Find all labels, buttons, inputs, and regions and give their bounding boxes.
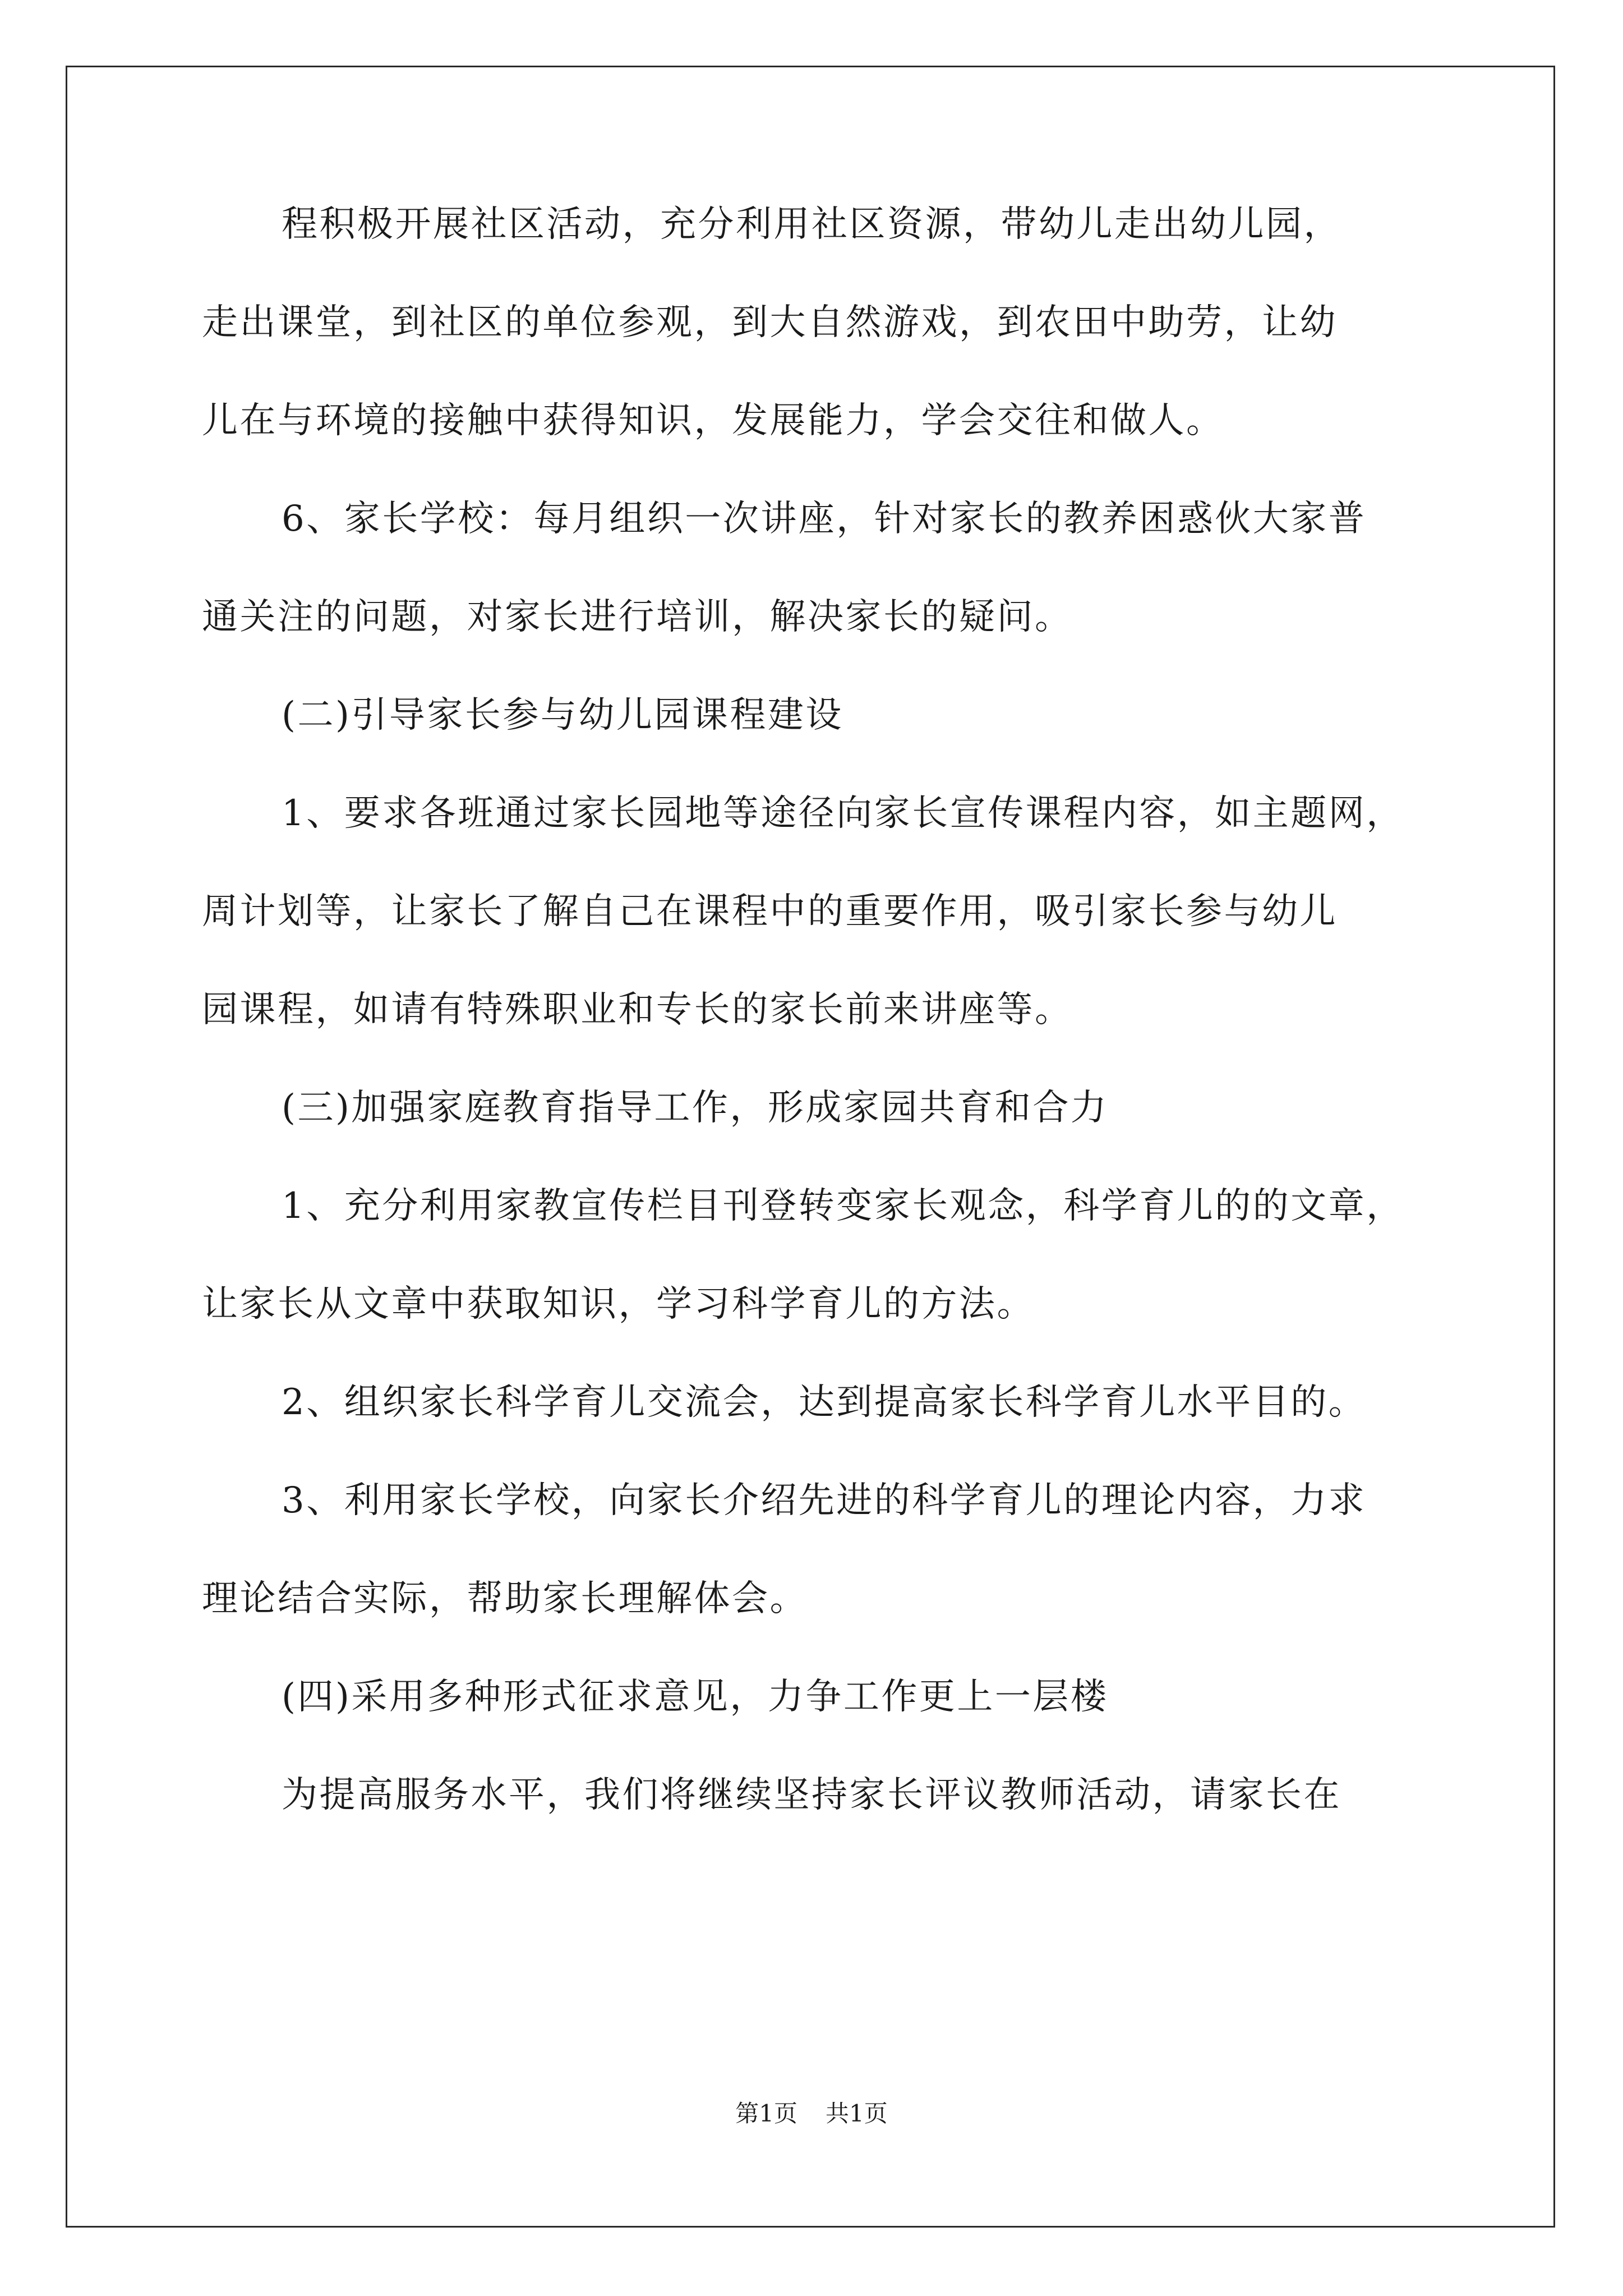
text-line: 通关注的问题，对家长进行培训，解决家长的疑问。	[202, 596, 1073, 638]
text-line: 3、利用家长学校，向家长介绍先进的科学育儿的理论内容，力求	[282, 1480, 1367, 1521]
text-line: 园课程，如请有特殊职业和专长的家长前来讲座等。	[202, 989, 1073, 1030]
section-heading: (二)引导家长参与幼儿园课程建设	[282, 694, 843, 736]
text-line: 让家长从文章中获取知识，学习科学育儿的方法。	[202, 1283, 1035, 1325]
text-line: 儿在与环境的接触中获得知识，发展能力，学会交往和做人。	[202, 400, 1224, 441]
page-border	[66, 66, 1555, 2228]
text-line: 1、充分利用家教宣传栏目刊登转变家长观念，科学育儿的的文章，	[282, 1185, 1404, 1227]
text-line: 2、组织家长科学育儿交流会，达到提高家长科学育儿水平目的。	[282, 1382, 1367, 1423]
page-footer	[0, 2098, 1623, 2129]
section-heading: (三)加强家庭教育指导工作，形成家园共育和合力	[282, 1087, 1109, 1129]
section-heading: (四)采用多种形式征求意见，力争工作更上一层楼	[282, 1676, 1109, 1718]
text-line: 周计划等，让家长了解自己在课程中的重要作用，吸引家长参与幼儿	[202, 891, 1338, 932]
page-number-current: 第1页	[735, 2100, 797, 2127]
text-line: 6、家长学校：每月组织一次讲座，针对家长的教养困惑伙大家普	[282, 498, 1367, 540]
text-line: 理论结合实际，帮助家长理解体会。	[202, 1578, 808, 1619]
text-line: 为提高服务水平，我们将继续坚持家长评议教师活动，请家长在	[282, 1774, 1341, 1816]
text-line: 1、要求各班通过家长园地等途径向家长宣传课程内容，如主题网，	[282, 793, 1404, 834]
text-line: 程积极开展社区活动，充分利用社区资源，带幼儿走出幼儿园，	[282, 204, 1341, 245]
text-line: 走出课堂，到社区的单位参观，到大自然游戏，到农田中助劳，让幼	[202, 302, 1338, 343]
page-number-total: 共1页	[826, 2100, 888, 2127]
